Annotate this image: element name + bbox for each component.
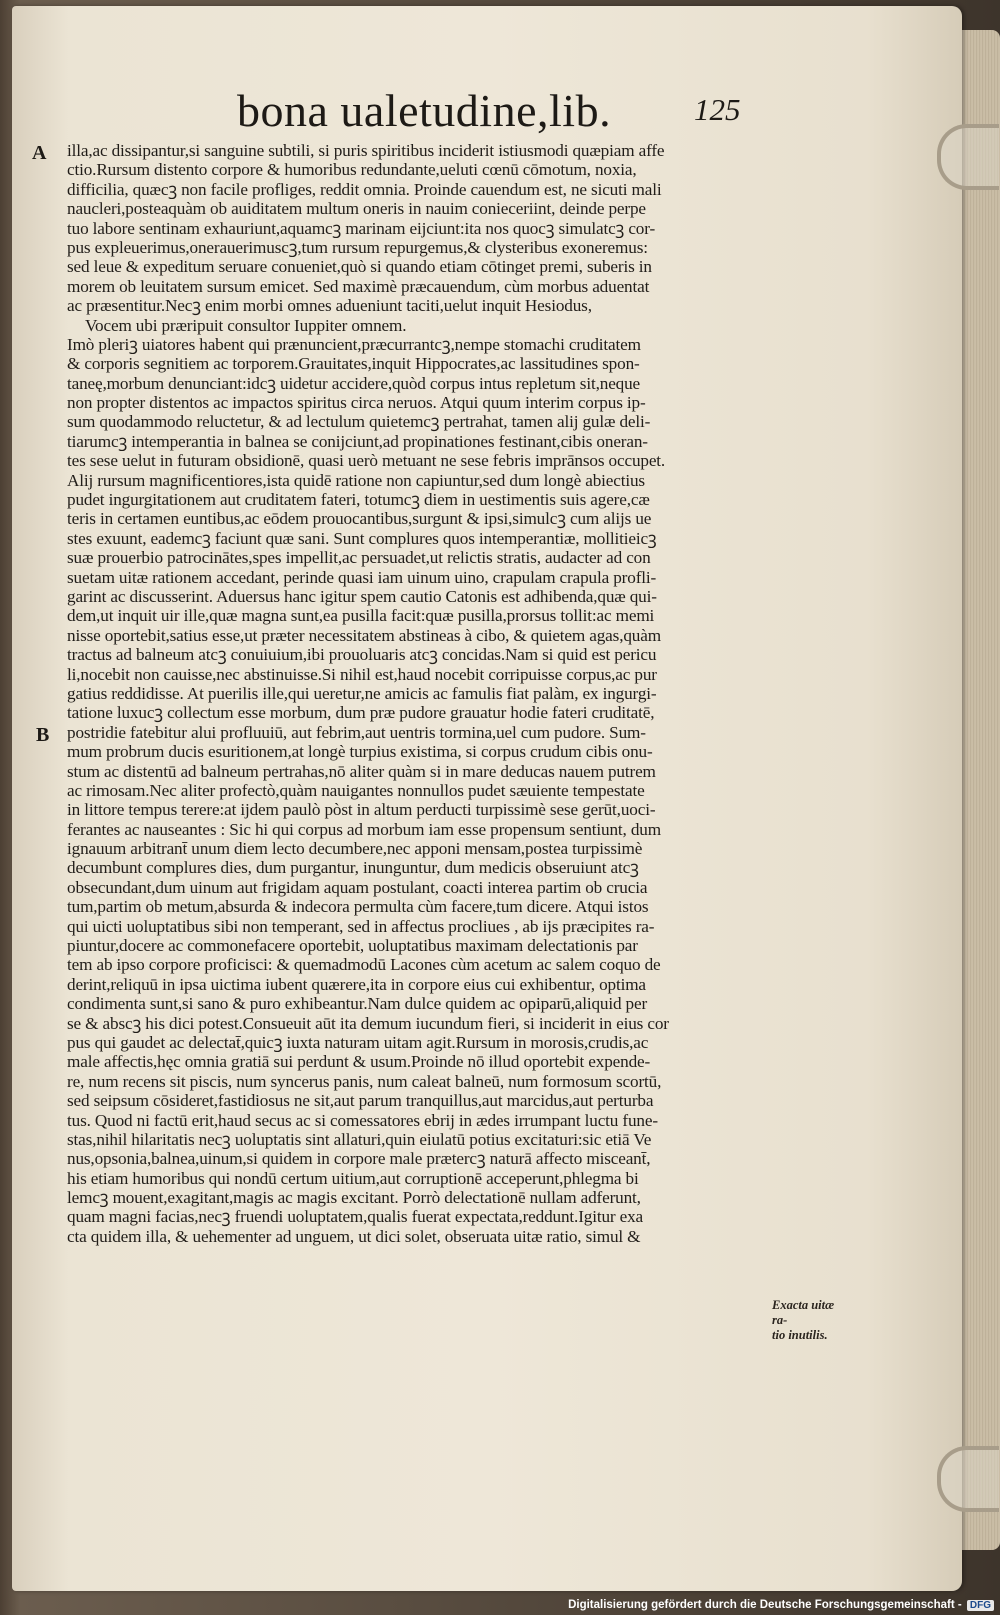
- book-page: [12, 6, 962, 1591]
- text-line: & corporis segnitiem ac torporem.Grauitates,inquit Hippocrates,ac lassitudines spon-: [67, 354, 640, 374]
- text-line: condimenta sunt,si sano & puro exhibeantur.Nam dulce quidem ac opiparū,aliquid per: [67, 994, 648, 1014]
- text-line: decumbunt complures dies, dum purgantur, inunguntur, dum medicis obseruiunt atcꝫ: [67, 858, 639, 878]
- text-line: lemcꝫ mouent,exagitant,magis ac magis excitant. Porrò delectationē nullam adferunt,: [67, 1188, 641, 1208]
- text-line: taneę,morbum denunciant:idcꝫ uidetur accidere,quòd corpus intus repletum sit,neque: [67, 373, 641, 393]
- faded-side-note-1: [770, 484, 860, 497]
- book-clip-bottom: [937, 1446, 999, 1512]
- text-line: tem ab ipso corpore proficisci: & quemadmodū Lacones cùm acetum ac salem coquo de: [67, 955, 661, 975]
- side-note-line-1: Exacta uitæ ra-: [772, 1298, 835, 1327]
- book-clip-top: [937, 124, 999, 190]
- text-line: his etiam humoribus qui nondū certum uitium,aut corruptionē acceperunt,phlegma bi: [67, 1168, 639, 1188]
- text-line: tuo labore sentinam exhauriunt,aquamcꝫ marinam eijciunt:ita nos quocꝫ simulatcꝫ cor-: [67, 218, 656, 238]
- credit-text: Digitalisierung gefördert durch die Deutsche Forschungsgemeinschaft -: [568, 1599, 962, 1611]
- text-line: postridie fatebitur alui profluuiū, aut febrim,aut uentris tormina,uel cum pudore. Sum-: [67, 722, 646, 742]
- text-line: nus,opsonia,balnea,uinum,si quidem in corpore male prætercꝫ naturā affecto misceant̄,: [67, 1149, 651, 1169]
- text-line: se & abscꝫ his dici potest.Consueuit aūt ita demum iucundum fieri, si inciderit in eius cor: [67, 1013, 669, 1033]
- text-line: ac præsentitur.Necꝫ enim morbi omnes adueniunt taciti,uelut inquit Hesiodus,: [67, 296, 592, 316]
- text-line: tes sese uelut in futuram obsidionē, quasi uerò metuant ne sese febris imprānsos occupet.: [67, 451, 666, 471]
- text-line: re, num recens sit piscis, num syncerus panis, num caleat balneū, num formosum scortū,: [67, 1071, 662, 1091]
- page-header: [12, 84, 962, 144]
- margin-letter-a: A: [32, 142, 47, 164]
- text-line: tus. Quod ni factū erit,haud secus ac si comessatores ebrij in ædes irrumpant luctu fune-: [67, 1110, 658, 1130]
- text-line: gatius reddidisse. At puerilis ille,qui ueretur,ne amicis ac famulis fiat palàm, ex ingurgi-: [67, 683, 657, 703]
- text-line: nisse oportebit,satius esse,ut præter necessitatem abstineas à cibo, & quietem agas,quàm: [67, 625, 661, 645]
- text-line: Alij rursum magnificentiores,ista quidē ratione non capiuntur,sed dum longè abiectius: [67, 470, 645, 490]
- running-title: bona ualetudine,lib.: [237, 85, 612, 136]
- text-line: ferantes ac nauseantes : Sic hi qui corpus ad morbum iam esse propensum sentiunt, dum: [67, 819, 661, 839]
- text-line: garint ac discusserint. Aduersus hanc igitur spem cautio Catonis est adhibenda,quæ qui-: [67, 586, 657, 606]
- text-line: stes exuunt, eademcꝫ faciunt quæ sani. Sunt complures quos intemperantiæ, mollitieicꝫ: [67, 528, 657, 548]
- text-line: in littore tempus terere:at ijdem paulò pòst in altum perducti turpissimè sese gerūt,uoci-: [67, 800, 656, 820]
- page-fore-edge: [960, 30, 1000, 1550]
- text-line: pus expleuerimus,onerauerimuscꝫ,tum rursum repurgemus,& clysteribus exoneremus:: [67, 237, 648, 257]
- text-line: derint,reliquū in ipsa uictima iubent quærere,ita in corpore eius cui exhibentur, optima: [67, 974, 646, 994]
- text-line: qui uicti uoluptatibus sibi non temperant, sed in affectus procliues , ab ijs præcipites ra-: [67, 916, 655, 936]
- text-line: stas,nihil hilaritatis necꝫ uoluptatis sint allaturi,quin eiulatū potius excitaturi:sic etiā Ve: [67, 1129, 652, 1149]
- text-line: pus qui gaudet ac delectat̄,quicꝫ iuxta naturam uitam agit.Rursum in morosis,crudis,ac: [67, 1032, 649, 1052]
- text-line: sed seipsum cōsideret,fastidiosus ne sit,aut parum tranquillus,aut marcidus,aut perturba: [67, 1091, 654, 1111]
- text-line: ignauum arbitrant̄ unum diem lecto decumbere,nec apponi mensam,postea turpissimè: [67, 839, 643, 859]
- text-line: naucleri,posteaquàm ob auiditatem multum oneris in nauim conieceriint, deinde perpe: [67, 199, 646, 219]
- text-line: cta quidem illa, & uehementer ad unguem, ut dici solet, obseruata uitæ ratio, simul &: [67, 1226, 641, 1246]
- text-line: dem,ut inquit uir ille,quæ magna sunt,ea pusilla facit:quæ pusilla,prorsus tollit:ac memi: [67, 606, 655, 626]
- digitization-credit: [568, 1599, 994, 1611]
- body-text: [67, 141, 762, 1246]
- text-line: morem ob leuitatem sursum emicet. Sed maximè præcauendum, cùm morbus aduentat: [67, 276, 650, 296]
- text-line: illa,ac dissipantur,si sanguine subtili, si puris spiritibus inciderit istiusmodi quæpiam affe: [67, 141, 665, 160]
- text-line: teris in certamen euntibus,ac eōdem prouocantibus,surgunt & ipsi,simulcꝫ cum alijs ue: [67, 509, 652, 529]
- text-line: li,nocebit non cauisse,nec abstinuisse.Si nihil est,haud nocebit corripuisse corpus,ac pur: [67, 664, 657, 684]
- text-line: difficilia, quæcꝫ non facile profliges, reddit omnia. Proinde cauendum est, ne sicuti mali: [67, 179, 662, 199]
- text-line: ac rimosam.Nec aliter profectò,quàm nauigantes nonnullos pudet sæuiente tempestate: [67, 780, 645, 800]
- side-note-line-2: tio inutilis.: [772, 1328, 828, 1342]
- text-line: quam magni facias,necꝫ fruendi uoluptatem,qualis fuerat expectata,reddunt.Igitur exa: [67, 1207, 644, 1227]
- text-line: tum,partim ob metum,absurda & indecora permulta cùm facere,tum dicere. Atqui istos: [67, 897, 649, 917]
- text-line: piuntur,docere ac commonefacere oportebit, uoluptatibus maximam delectationis par: [67, 936, 638, 956]
- text-line: Vocem ubi præripuit consultor Iuppiter omnem.: [85, 315, 407, 335]
- text-line: Imò pleriꝫ uiatores habent qui prænuncient,præcurrantcꝫ,nempe stomachi cruditatem: [67, 334, 641, 354]
- text-line: sum quodammodo reluctetur, & ad lectulum quietemcꝫ pertrahat, tamen alij gulæ deli-: [67, 412, 651, 432]
- text-line: pudet ingurgitationem aut cruditatem fateri, totumcꝫ diem in uestimentis suis agere,cæ: [67, 490, 650, 510]
- text-line: ctio.Rursum distento corpore & humoribus redundante,ueluti cœnū cōmotum, noxia,: [67, 160, 637, 180]
- text-line: stum ac distentū ad balneum pertrahas,nō aliter quàm si in mare deducas nauem putrem: [67, 761, 656, 781]
- text-line: suæ prouerbio patrocinātes,spes impellit,ac persuadet,ut relictis stratis, audacter ad con: [67, 548, 651, 568]
- text-line: mum probrum ducis esuritionem,at longè turpius existima, si corpus crudum cibis onu-: [67, 742, 653, 762]
- text-line: non propter distentos ac impactos spiritus circa neruos. Atqui quum interim corpus ip-: [67, 393, 646, 413]
- text-line: tiarumcꝫ intemperantia in balnea se conijciunt,ad propinationes festinant,cibis oneran-: [67, 431, 648, 451]
- side-note: [772, 1298, 852, 1343]
- text-line: suetam uitæ rationem accedant, perinde quasi iam uinum uino, crapulam crapula profli-: [67, 567, 657, 587]
- text-line: tatione luxucꝫ collectum esse morbum, dum præ pudore grauatur hodie fateri cruditatē,: [67, 703, 655, 723]
- text-line: tractus ad balneum atcꝫ conuiuium,ibi prouoluaris atcꝫ concidas.Nam si quid est pericu: [67, 645, 657, 665]
- text-line: obsecundant,dum uinum aut frigidam aquam postulant, coacti interea partim ob crucia: [67, 877, 648, 897]
- margin-letter-b: B: [36, 724, 50, 746]
- page-number: 125: [694, 92, 741, 127]
- text-line: male affectis,hęc omnia gratiā sui perdunt & usum.Proinde nō illud oportebit expende-: [67, 1052, 651, 1072]
- dfg-logo: DFG: [967, 1600, 994, 1611]
- text-line: sed leue & expeditum seruare conueniet,quò si quando etiam cōtinget premi, suberis in: [67, 257, 652, 277]
